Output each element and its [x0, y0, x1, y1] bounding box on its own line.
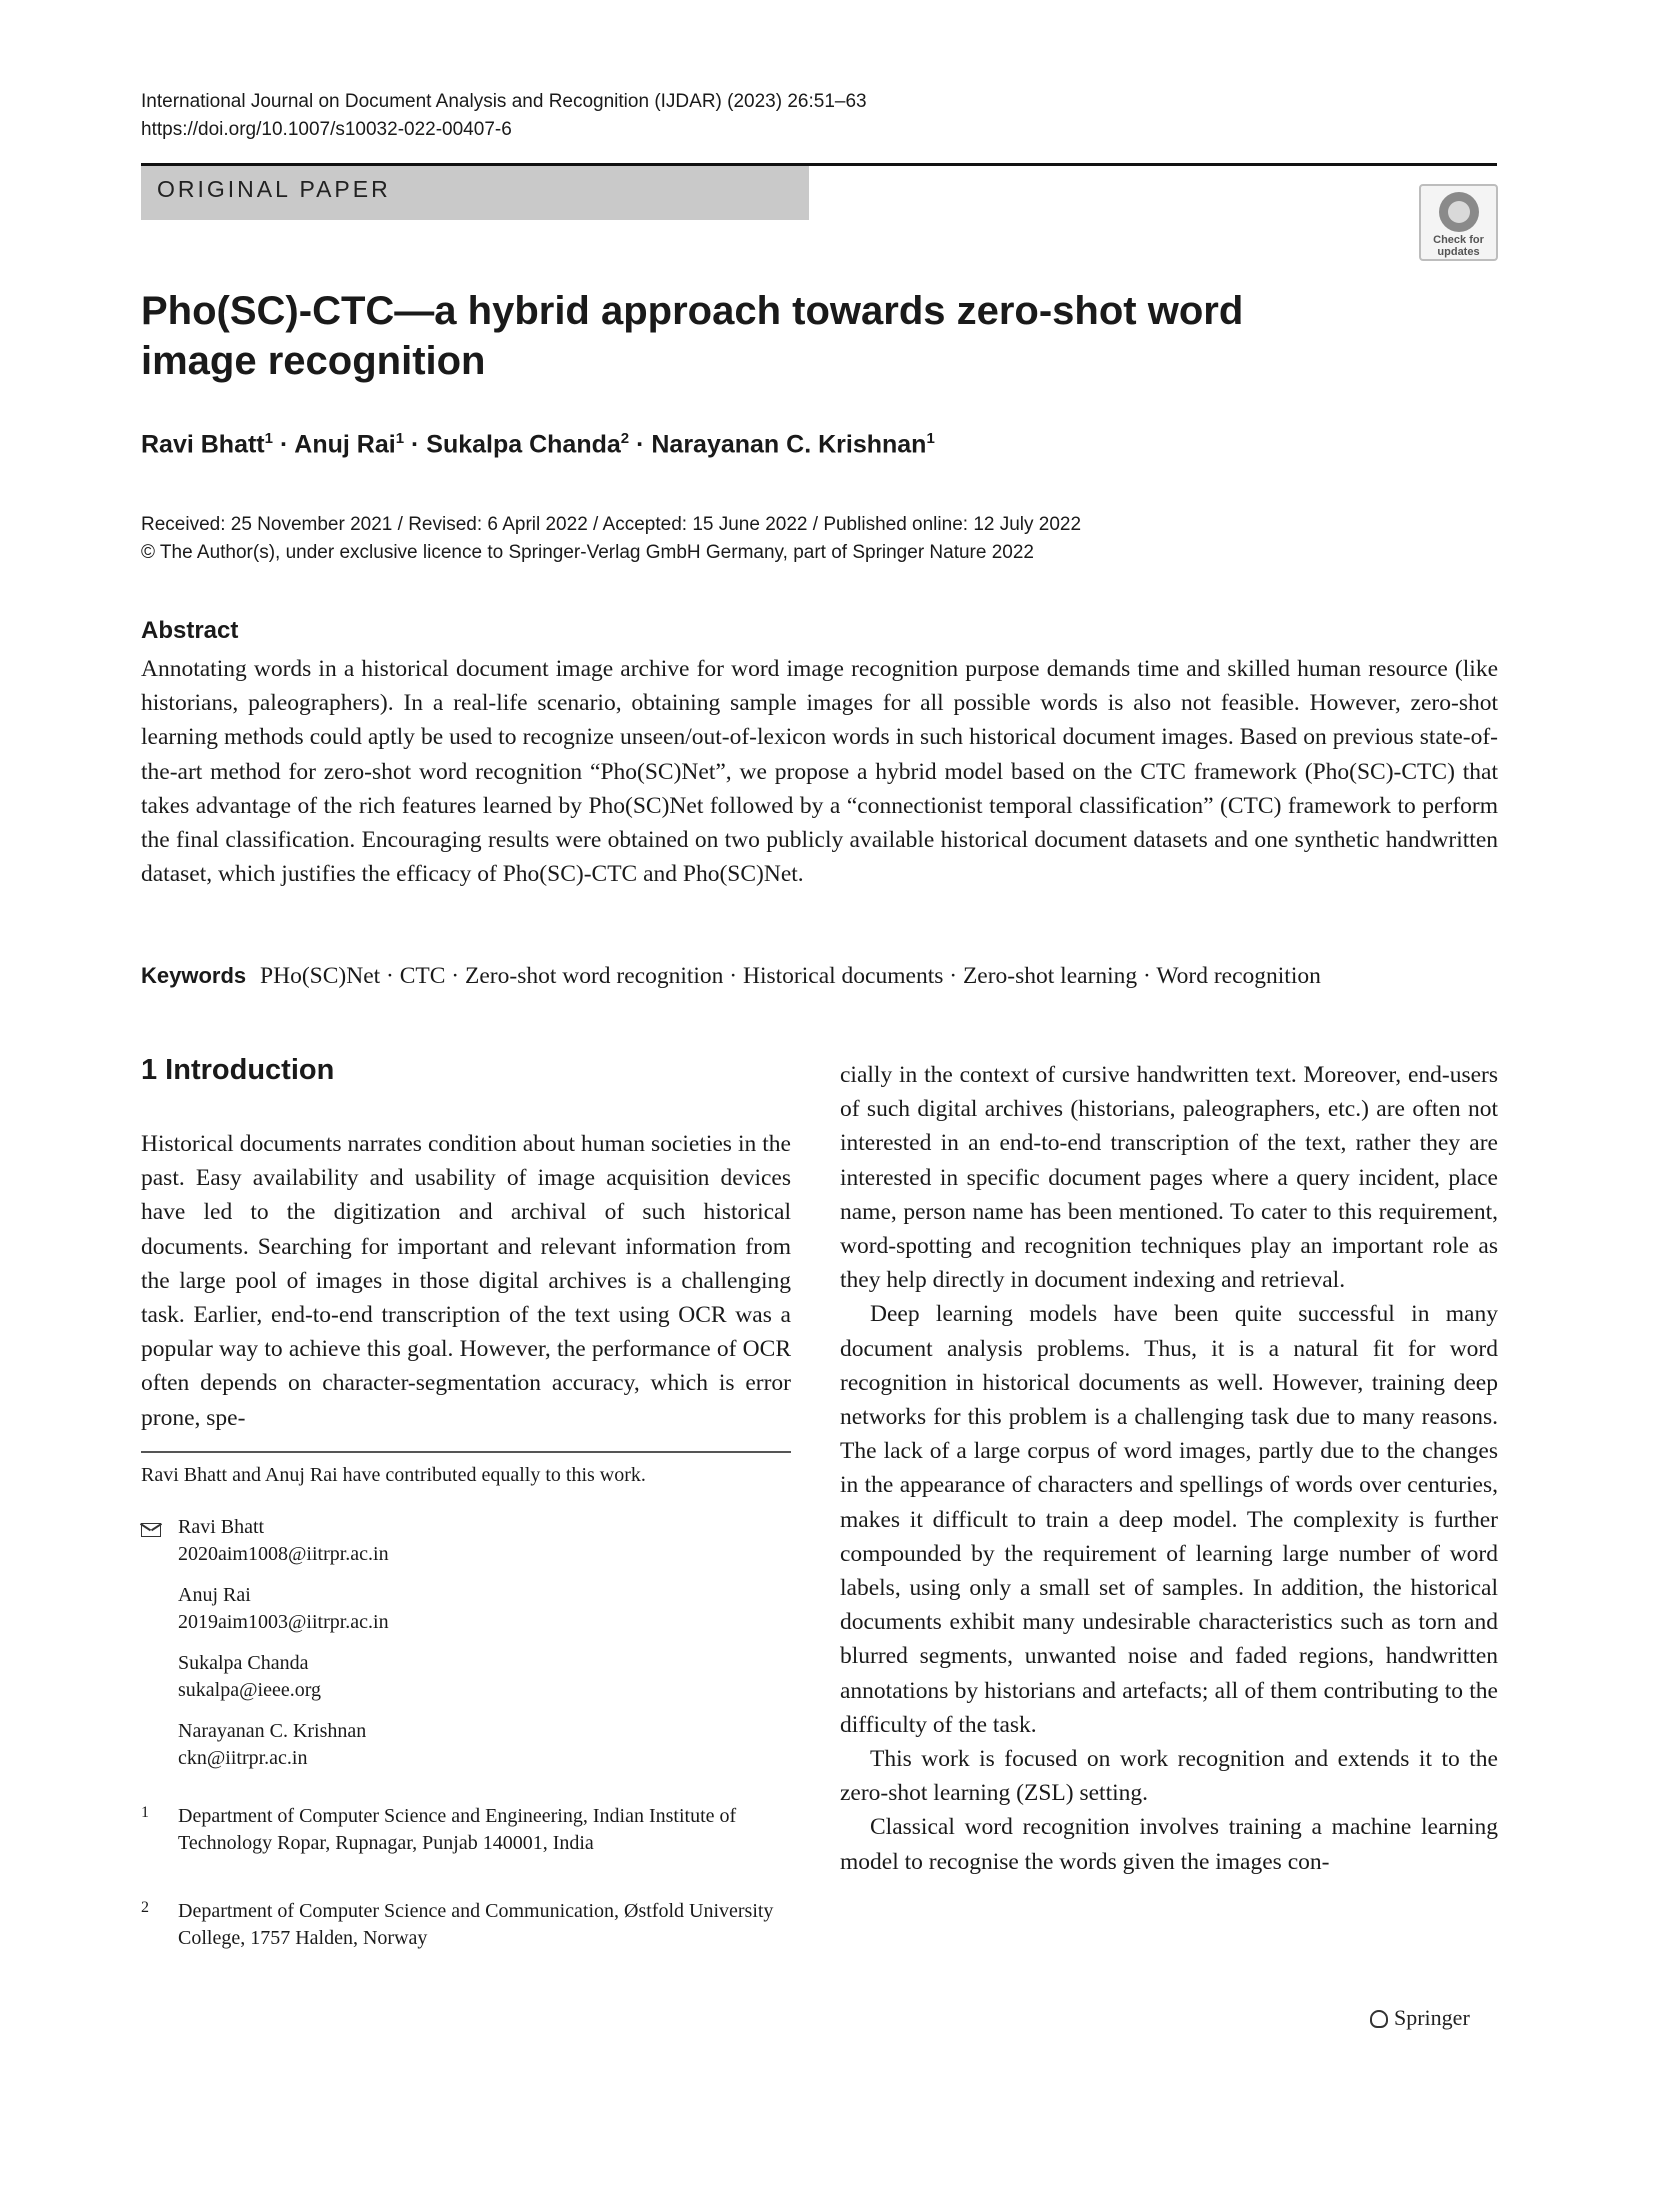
doi-link[interactable]: https://doi.org/10.1007/s10032-022-00407-6 [141, 119, 512, 140]
contact-email[interactable]: 2019aim1003@iitrpr.ac.in [178, 1611, 389, 1633]
author-name[interactable]: Ravi Bhatt [141, 430, 265, 459]
contact-entry [178, 1514, 389, 1568]
abstract-heading: Abstract [141, 617, 239, 644]
contact-name: Sukalpa Chanda [178, 1652, 309, 1674]
author-separator: · [279, 430, 289, 459]
abstract-text: Annotating words in a historical document image archive for word image recognition purpose demands time and skilled human resource (like historians, paleographers). In a real-life scenario, obtaining sample images for all possible words is also not feasible. However, zero-shot learning methods could aptly be used to recognize unseen/out-of-lexicon words in such historical document images. Based on previous state-of-the-art method for zero-shot word recognition “Pho(SC)Net”, we propose a hybrid model based on the CTC framework (Pho(SC)-CTC) that takes advantage of the rich features learned by Pho(SC)Net followed by a “connectionist temporal classification” (CTC) framework to perform the final classification. Encouraging results were obtained on two publicly available historical document datasets and one synthetic handwritten dataset, which justifies the efficacy of Pho(SC)-CTC and Pho(SC)Net. [141, 656, 1498, 888]
contact-email[interactable]: sukalpa@ieee.org [178, 1679, 321, 1701]
author-affiliation-mark: 1 [395, 430, 405, 447]
keywords-text: PHo(SC)Net · CTC · Zero-shot word recognition · Historical documents · Zero-shot learning · Word recognition [260, 963, 1321, 989]
journal-citation: International Journal on Document Analysis and Recognition (IJDAR) (2023) 26:51–63 [141, 91, 867, 112]
affiliation-text: Department of Computer Science and Engineering, Indian Institute of Technology Ropar, Rupnagar, Punjab 140001, India [178, 1805, 737, 1854]
publication-dates: Received: 25 November 2021 / Revised: 6 April 2022 / Accepted: 15 June 2022 / Published online: 12 July 2022 [141, 514, 1082, 535]
affiliation-text: Department of Computer Science and Communication, Østfold University College, 1757 Halden, Norway [178, 1900, 774, 1949]
paper-title: Pho(SC)-CTC—a hybrid approach towards zero-shot word image recognition [141, 289, 1244, 383]
contact-entry [178, 1650, 321, 1704]
right-column [840, 1058, 1498, 1879]
journal-header [141, 88, 867, 144]
equal-contribution-footnote: Ravi Bhatt and Anuj Rai have contributed equally to this work. [141, 1464, 646, 1486]
author-name[interactable]: Narayanan C. Krishnan [651, 430, 927, 459]
paragraph: Deep learning models have been quite successful in many document analysis problems. Thus, it is a natural fit for word recognition in historical documents as well. However, training deep networks for this problem is a challenging task due to many reasons. The lack of a large corpus of word images, partly due to the changes in the appearance of characters and spellings of words over centuries, makes it difficult to train a deep model. The complexity is further compounded by the requirement of learning large number of word labels, using only a small set of samples. In addition, the historical documents exhibit many undesirable characteristics such as torn and blurred segments, unwanted noise and faded regions, handwritten annotations by historians and artefacts; all of them contributing to the difficulty of the task. [840, 1301, 1498, 1738]
paragraph: Historical documents narrates condition about human societies in the past. Easy availability and usability of image acquisition devices have led to the digitization and archival of such historical documents. Searching for important and relevant information from the large pool of images in those digital archives is a challenging task. Earlier, end-to-end transcription of the text using OCR was a popular way to achieve this goal. However, the performance of OCR often depends on character-segmentation accuracy, which is error prone, spe- [141, 1131, 791, 1431]
crossmark-label-1: Check for [1433, 234, 1484, 246]
paragraph: Classical word recognition involves training a machine learning model to recognise the words given the images con- [840, 1814, 1498, 1875]
contact-name: Anuj Rai [178, 1584, 251, 1606]
crossmark-label-2: updates [1437, 246, 1480, 258]
crossmark-icon [1439, 192, 1479, 232]
keywords-line [141, 959, 1498, 993]
author-name[interactable]: Anuj Rai [294, 430, 396, 459]
paper-type-label: ORIGINAL PAPER [157, 176, 391, 202]
publisher-logo [1370, 2005, 1470, 2031]
contact-entry [178, 1582, 389, 1636]
contact-email[interactable]: ckn@iitrpr.ac.in [178, 1747, 308, 1769]
author-separator: · [636, 430, 645, 459]
publisher-name: Springer [1394, 2005, 1470, 2030]
author-list [141, 430, 935, 459]
affiliation-number: 2 [141, 1899, 149, 1916]
contact-name: Narayanan C. Krishnan [178, 1720, 367, 1742]
check-for-updates-button[interactable] [1419, 184, 1498, 261]
paragraph: cially in the context of cursive handwritten text. Moreover, end-users of such digital archives (historians, paleographers, etc.) are often not interested in an end-to-end transcription of the text, rather they are interested in specific document pages where a query incident, place name, person name has been mentioned. To cater to this requirement, word-spotting and recognition techniques play an important role as they help directly in document indexing and retrieval. [840, 1062, 1498, 1294]
contact-name: Ravi Bhatt [178, 1516, 265, 1538]
section-heading-introduction: 1 Introduction [141, 1054, 335, 1086]
mail-icon [141, 1523, 161, 1537]
author-affiliation-mark: 1 [264, 430, 273, 447]
publication-info [141, 511, 1081, 567]
keywords-heading: Keywords [141, 963, 247, 988]
left-column [141, 1127, 791, 1435]
footnote-rule [141, 1451, 791, 1453]
author-separator: · [411, 430, 420, 459]
affiliation-number: 1 [141, 1804, 149, 1821]
author-affiliation-mark: 2 [620, 430, 630, 447]
paragraph: This work is focused on work recognition and extends it to the zero-shot learning (ZSL) setting. [840, 1746, 1498, 1807]
contact-email[interactable]: 2020aim1008@iitrpr.ac.in [178, 1543, 389, 1565]
author-affiliation-mark: 1 [926, 430, 935, 447]
author-name[interactable]: Sukalpa Chanda [426, 430, 621, 459]
springer-horse-icon [1370, 2010, 1388, 2028]
contact-entry [178, 1718, 366, 1772]
copyright-notice: © The Author(s), under exclusive licence to Springer-Verlag GmbH Germany, part of Springer Nature 2022 [141, 542, 1034, 563]
